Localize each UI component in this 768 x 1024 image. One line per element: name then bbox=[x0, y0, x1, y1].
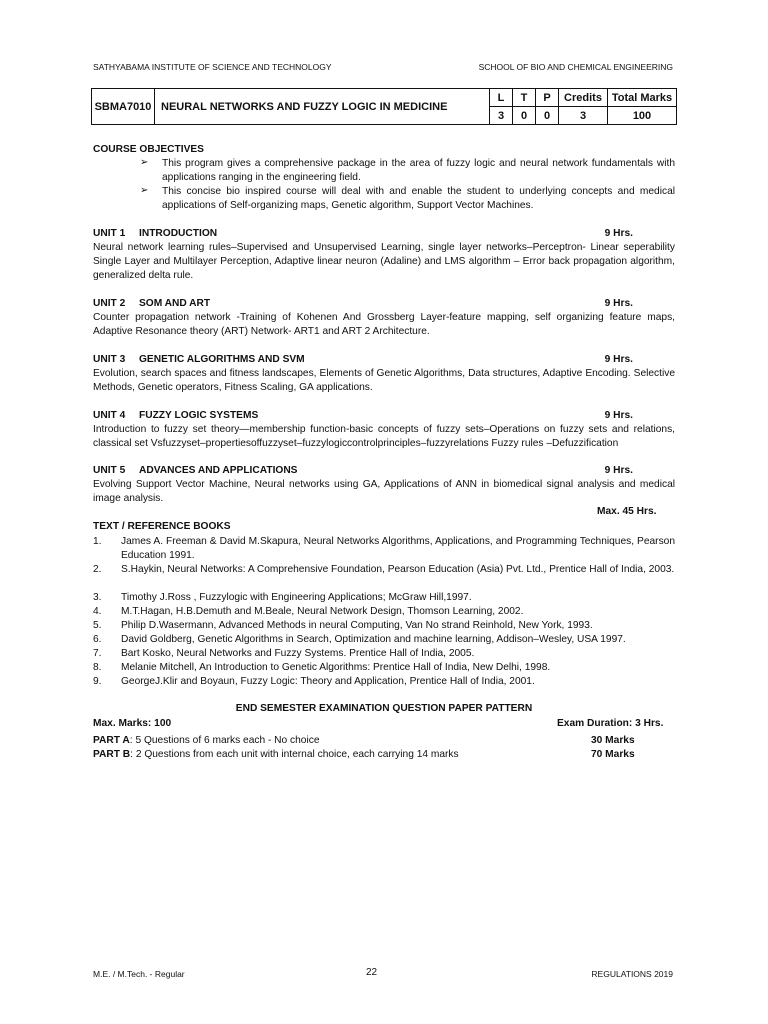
value-credits: 3 bbox=[559, 107, 608, 125]
reference-text: David Goldberg, Genetic Algorithms in Search, Optimization and machine learning, Addison–Wesley, USA 1997. bbox=[121, 634, 626, 645]
reference-text: GeorgeJ.Klir and Boyaun, Fuzzy Logic: Theory and Application, Prentice Hall of India, 2001. bbox=[121, 676, 535, 687]
value-L: 3 bbox=[490, 107, 513, 125]
reference-number: 3. bbox=[93, 592, 102, 603]
unit-number: UNIT 1 bbox=[93, 228, 126, 239]
objective-item: This program gives a comprehensive package in the area of fuzzy logic and neural network fundamentals with applications ranging in the engineering field. bbox=[162, 158, 675, 183]
unit-description: Introduction to fuzzy set theory—membership function-basic concepts of fuzzy sets–Operations on fuzzy sets and relations, classical set Vsfuzzyset–propertiesoffuzzyset–fuzzylogiccontrolprinciples–fuzzyrelations Fuzzy rules –Defuzzification bbox=[93, 424, 675, 449]
unit-description: Counter propagation network -Training of Kohenen And Grossberg Layer-feature mapping, self organizing feature maps, Adaptive Resonance theory (ART) Network- ART1 and ART 2 Architecture. bbox=[93, 312, 675, 337]
unit-title: GENETIC ALGORITHMS AND SVM bbox=[139, 354, 305, 365]
footer-regulations: REGULATIONS 2019 bbox=[591, 969, 673, 979]
reference-item bbox=[93, 605, 675, 619]
course-table bbox=[91, 88, 677, 125]
reference-text: Timothy J.Ross , Fuzzylogic with Engineering Applications; McGraw Hill,1997. bbox=[121, 592, 472, 603]
reference-text: James A. Freeman & David M.Skapura, Neural Networks Algorithms, Applications, and Programming Techniques, Pearson Education 1991. bbox=[121, 536, 675, 561]
part-b-marks: 70 Marks bbox=[591, 749, 635, 760]
unit-heading bbox=[93, 297, 633, 311]
page-number: 22 bbox=[366, 967, 378, 978]
reference-item bbox=[93, 563, 675, 577]
unit-hours: 9 Hrs. bbox=[604, 228, 633, 239]
header-school: SCHOOL OF BIO AND CHEMICAL ENGINEERING bbox=[478, 62, 673, 72]
unit-number: UNIT 3 bbox=[93, 354, 126, 365]
objective-item: This concise bio inspired course will deal with and enable the student to underlying concepts and medical applications of Self-organizing maps, Genetic algorithm, Support Vector Machines. bbox=[162, 186, 675, 211]
header-institute: SATHYABAMA INSTITUTE OF SCIENCE AND TECHNOLOGY bbox=[93, 62, 332, 72]
value-T: 0 bbox=[513, 107, 536, 125]
col-T-header: T bbox=[513, 89, 536, 107]
reference-number: 6. bbox=[93, 634, 102, 645]
part-a-text: : 5 Questions of 6 marks each - No choice bbox=[129, 735, 320, 746]
reference-number: 5. bbox=[93, 620, 102, 631]
part-b-row bbox=[93, 749, 459, 760]
value-P: 0 bbox=[536, 107, 559, 125]
col-total-header: Total Marks bbox=[608, 89, 677, 107]
reference-text: Bart Kosko, Neural Networks and Fuzzy Systems. Prentice Hall of India, 2005. bbox=[121, 648, 475, 659]
unit-hours: 9 Hrs. bbox=[604, 298, 633, 309]
unit-number: UNIT 5 bbox=[93, 465, 126, 476]
exam-duration: Exam Duration: 3 Hrs. bbox=[557, 718, 664, 729]
unit-title: INTRODUCTION bbox=[139, 228, 218, 239]
exam-pattern-heading: END SEMESTER EXAMINATION QUESTION PAPER PATTERN bbox=[235, 703, 533, 714]
col-P-header: P bbox=[536, 89, 559, 107]
part-a-marks: 30 Marks bbox=[591, 735, 635, 746]
part-a-label: PART A bbox=[93, 735, 130, 746]
unit-title: FUZZY LOGIC SYSTEMS bbox=[139, 410, 259, 421]
reference-item bbox=[93, 591, 675, 605]
unit-heading bbox=[93, 409, 633, 423]
reference-text: Philip D.Wasermann, Advanced Methods in neural Computing, Van No strand Reinhold, New York, 1993. bbox=[121, 620, 593, 631]
reference-text: S.Haykin, Neural Networks: A Comprehensive Foundation, Pearson Education (Asia) Pvt. Ltd., Prentice Hall of India, 2003. bbox=[121, 564, 675, 575]
unit-heading bbox=[93, 227, 633, 241]
reference-item bbox=[93, 661, 675, 675]
reference-item bbox=[93, 633, 675, 647]
course-code: SBMA7010 bbox=[92, 89, 155, 125]
references-heading: TEXT / REFERENCE BOOKS bbox=[93, 521, 231, 532]
unit-description: Evolving Support Vector Machine, Neural networks using GA, Applications of ANN in biomedical signal analysis and medical image analysis. bbox=[93, 479, 675, 504]
unit-title: ADVANCES AND APPLICATIONS bbox=[139, 465, 298, 476]
reference-item bbox=[93, 535, 675, 563]
unit-description: Evolution, search spaces and fitness landscapes, Elements of Genetic Algorithms, Data structures, Adaptive Encoding. Selective Methods, Genetic operators, Fitness Scaling, GA applications. bbox=[93, 368, 675, 393]
reference-number: 7. bbox=[93, 648, 102, 659]
footer-program: M.E. / M.Tech. - Regular bbox=[93, 969, 185, 979]
reference-item bbox=[93, 675, 675, 689]
col-L-header: L bbox=[490, 89, 513, 107]
objectives-heading: COURSE OBJECTIVES bbox=[93, 144, 204, 155]
course-title: NEURAL NETWORKS AND FUZZY LOGIC IN MEDICINE bbox=[155, 89, 490, 125]
unit-number: UNIT 4 bbox=[93, 410, 126, 421]
reference-text: M.T.Hagan, H.B.Demuth and M.Beale, Neural Network Design, Thomson Learning, 2002. bbox=[121, 606, 524, 617]
reference-number: 4. bbox=[93, 606, 102, 617]
part-b-label: PART B bbox=[93, 749, 131, 760]
col-credits-header: Credits bbox=[559, 89, 608, 107]
bullet-arrow-icon: ➢ bbox=[140, 157, 149, 168]
reference-item bbox=[93, 619, 675, 633]
unit-hours: 9 Hrs. bbox=[604, 410, 633, 421]
unit-title: SOM AND ART bbox=[139, 298, 211, 309]
reference-number: 1. bbox=[93, 536, 102, 547]
unit-hours: 9 Hrs. bbox=[604, 465, 633, 476]
unit-number: UNIT 2 bbox=[93, 298, 126, 309]
reference-text: Melanie Mitchell, An Introduction to Genetic Algorithms: Prentice Hall of India, New Delhi, 1998. bbox=[121, 662, 551, 673]
unit-hours: 9 Hrs. bbox=[604, 354, 633, 365]
value-total: 100 bbox=[608, 107, 677, 125]
part-a-row bbox=[93, 735, 319, 746]
max-marks: Max. Marks: 100 bbox=[93, 718, 172, 729]
reference-number: 2. bbox=[93, 564, 102, 575]
part-b-text: : 2 Questions from each unit with internal choice, each carrying 14 marks bbox=[130, 749, 459, 760]
unit-description: Neural network learning rules–Supervised and Unsupervised Learning, single layer networks–Perceptron- Linear seperability Single Layer and Multilayer Perception, Adaptive linear neuron (Adaline) and LMS algorithm – Error back propagation algorithm, generalized delta rule. bbox=[93, 242, 675, 281]
reference-number: 9. bbox=[93, 676, 102, 687]
unit-heading bbox=[93, 464, 633, 478]
reference-item bbox=[93, 647, 675, 661]
max-hours: Max. 45 Hrs. bbox=[597, 506, 657, 517]
reference-number: 8. bbox=[93, 662, 102, 673]
bullet-arrow-icon: ➢ bbox=[140, 185, 149, 196]
unit-heading bbox=[93, 353, 633, 367]
